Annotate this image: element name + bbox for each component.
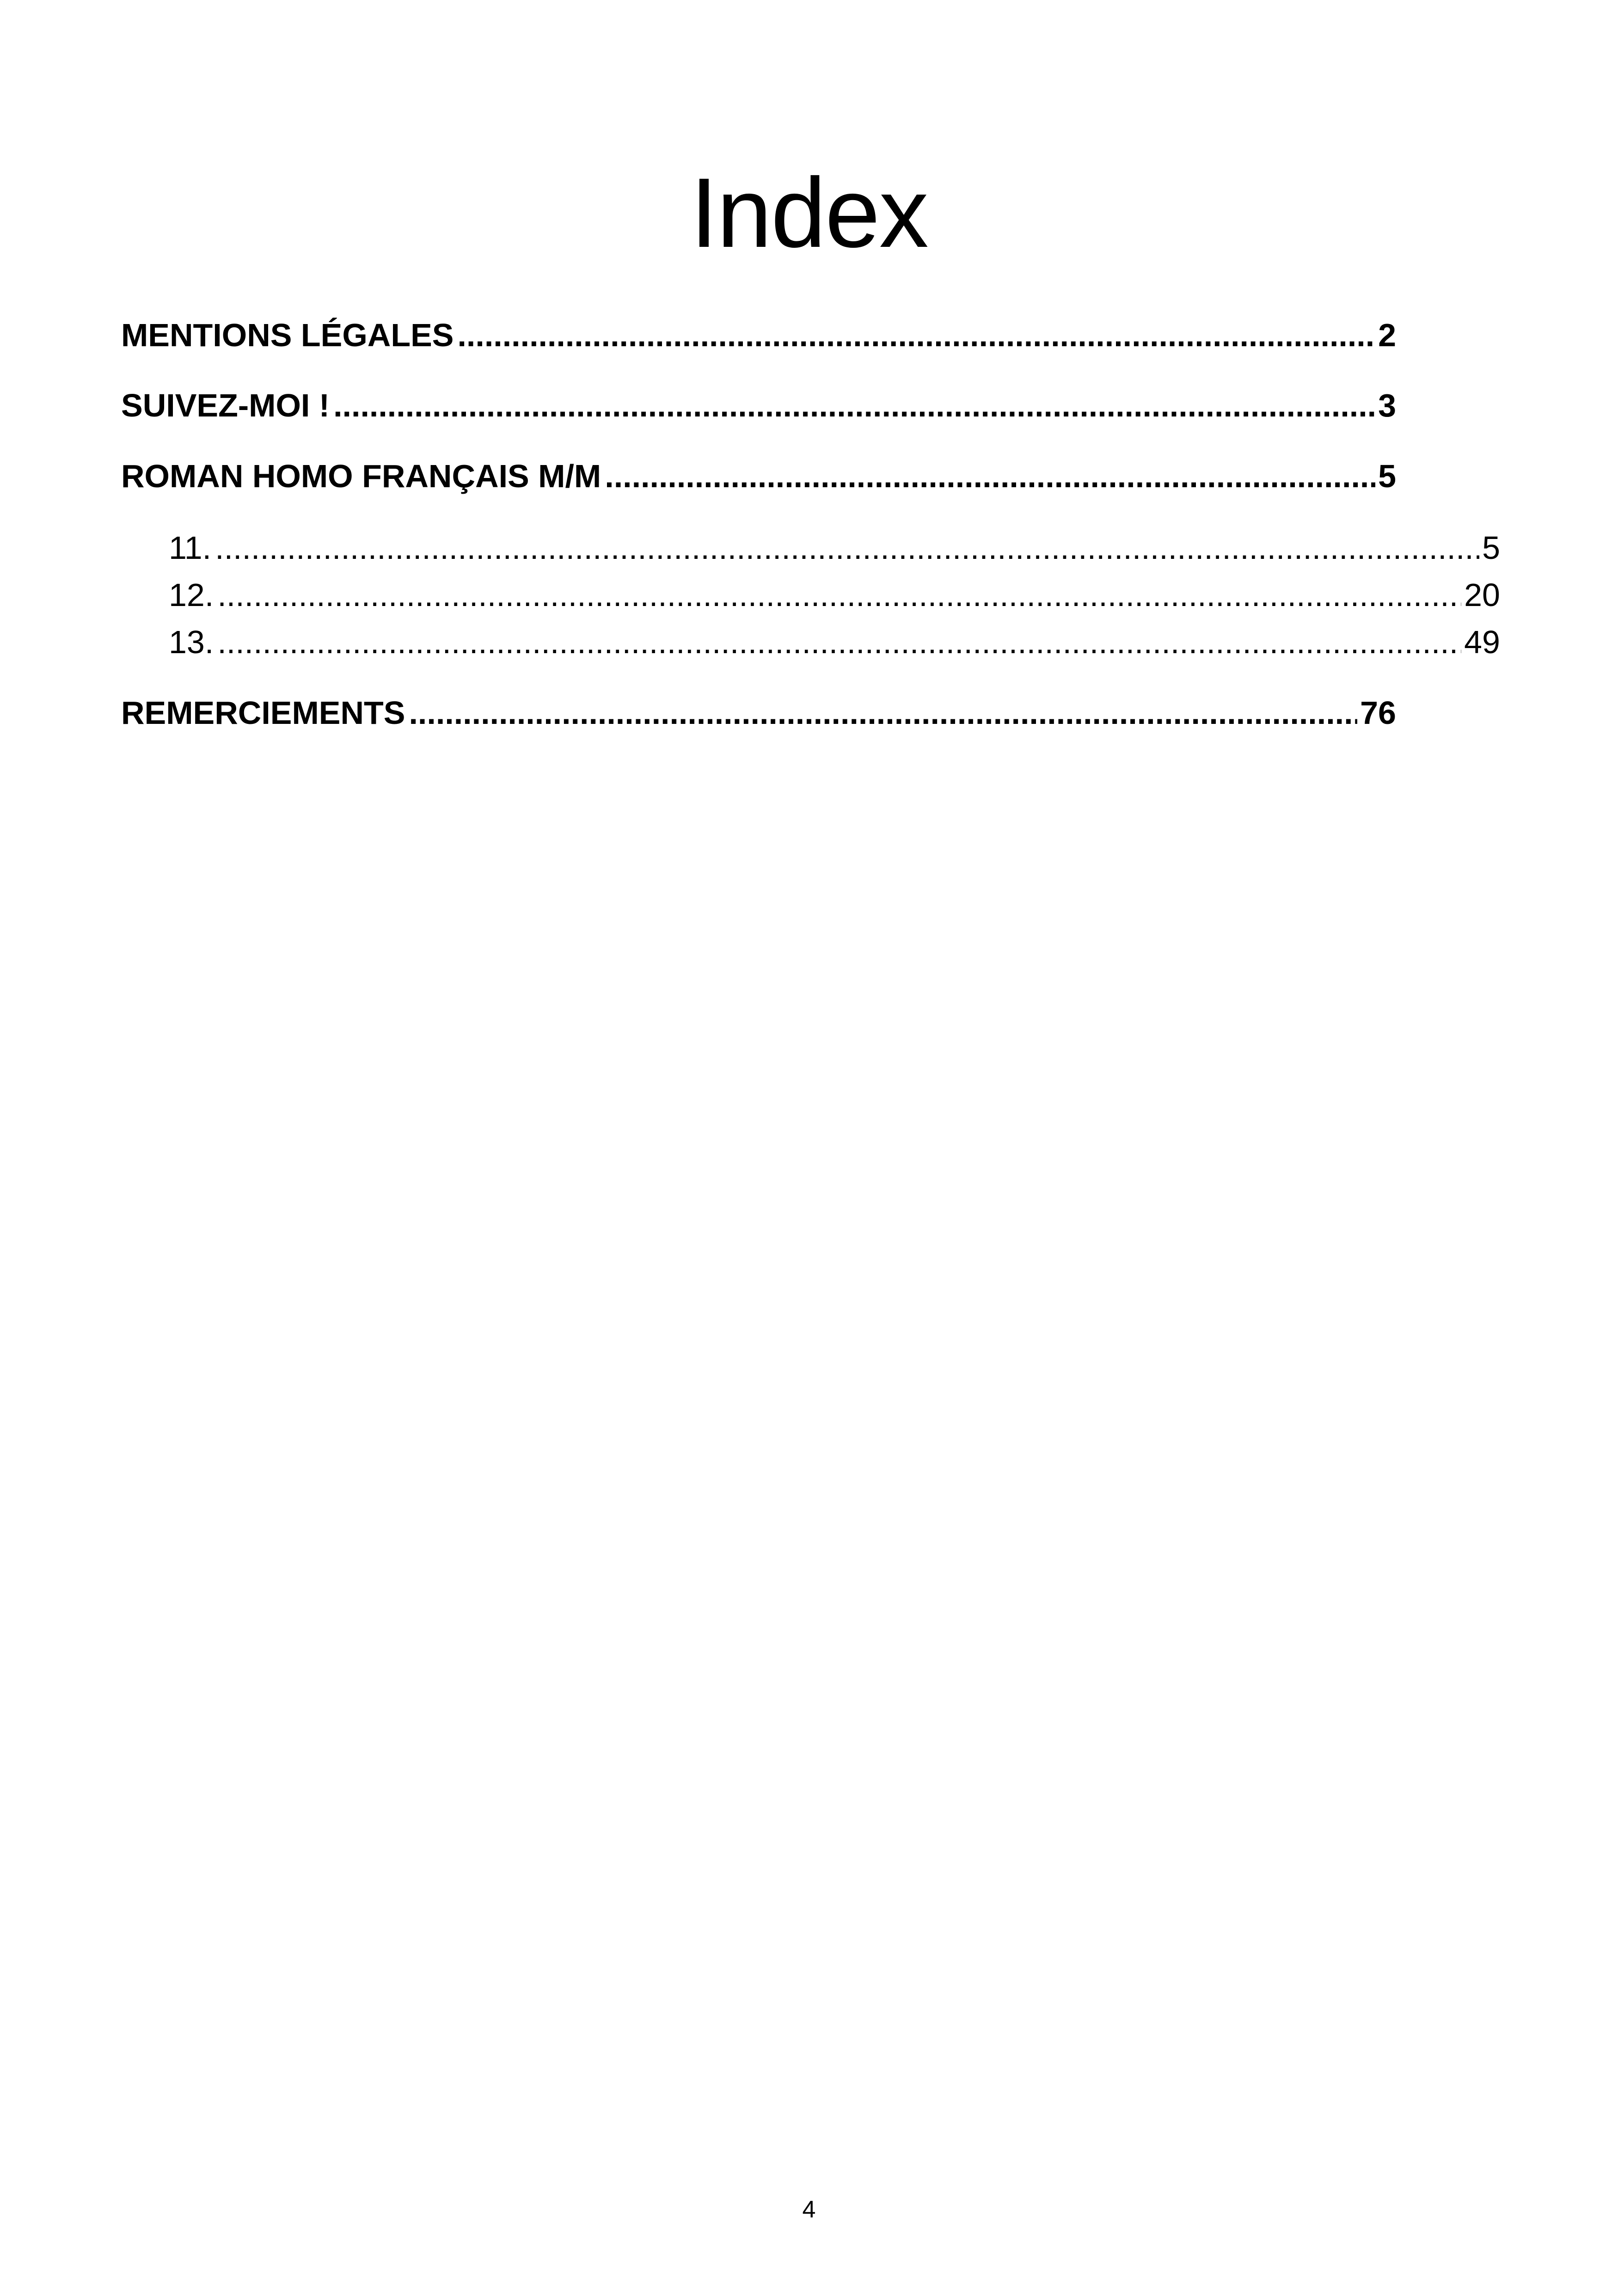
page-number: 4 — [802, 2196, 816, 2223]
toc-subentry-page-number: 20 — [1464, 577, 1500, 613]
toc-subentry-13[interactable] — [169, 621, 1500, 663]
toc-entry-page-number: 3 — [1378, 387, 1396, 423]
toc-subentry-label: 13. — [169, 624, 214, 660]
toc-entry-page-number: 2 — [1378, 317, 1396, 353]
toc-entry-label: SUIVEZ-MOI ! — [121, 387, 330, 423]
toc-entry-label: ROMAN HOMO FRANÇAIS M/M — [121, 458, 601, 494]
toc-entry-label: MENTIONS LÉGALES — [121, 317, 454, 353]
toc-entry-roman[interactable] — [121, 455, 1396, 497]
toc-subentry-12[interactable] — [169, 574, 1500, 616]
toc-entry-remerciements[interactable] — [121, 692, 1396, 734]
toc-subentry-label: 12. — [169, 577, 214, 613]
toc-entry-suivez-moi[interactable] — [121, 385, 1396, 426]
toc-dot-leader — [215, 527, 1479, 569]
toc-subentry-page-number: 49 — [1464, 624, 1500, 660]
toc-entry-label: REMERCIEMENTS — [121, 695, 405, 731]
toc-entry-mentions-legales[interactable] — [121, 314, 1396, 356]
toc-subentry-label: 11. — [169, 530, 212, 566]
toc-subentry-11[interactable] — [169, 527, 1500, 569]
toc-dot-leader — [217, 621, 1461, 663]
toc-subentry-page-number: 5 — [1482, 530, 1500, 566]
toc-dot-leader — [457, 314, 1375, 356]
toc-dot-leader — [217, 574, 1461, 616]
toc-dot-leader — [333, 385, 1375, 426]
toc-entry-page-number: 5 — [1378, 458, 1396, 494]
toc-entry-page-number: 76 — [1360, 695, 1396, 731]
toc-dot-leader — [409, 692, 1357, 734]
toc-dot-leader — [605, 455, 1375, 497]
page-title: Index — [690, 158, 928, 269]
